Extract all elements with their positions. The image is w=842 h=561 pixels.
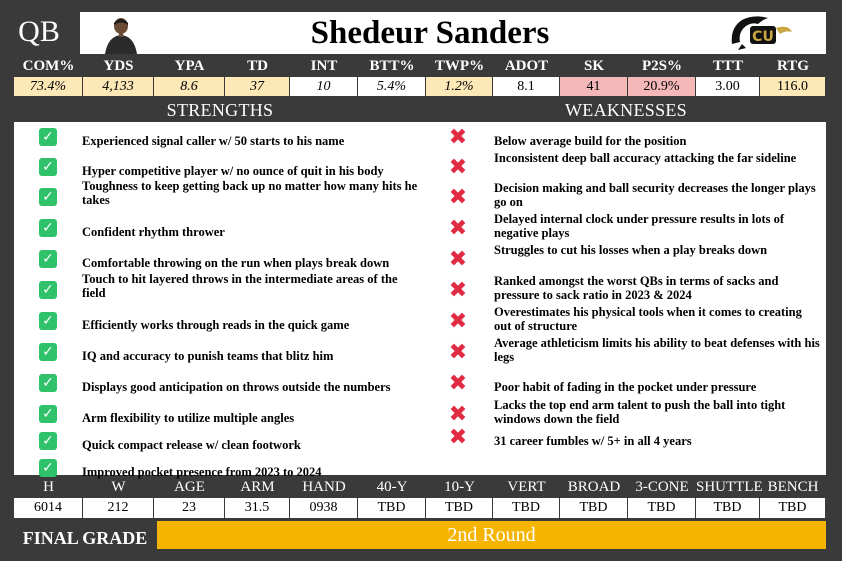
measurement-value: TBD [560, 498, 627, 518]
weakness-item: 31 career fumbles w/ 5+ in all 4 years [494, 434, 692, 448]
check-icon: ✓ [39, 250, 57, 268]
strength-item: Comfortable throwing on the run when plays break down [82, 256, 390, 270]
stat-label: ADOT [504, 58, 549, 74]
weakness-item: Decision making and ball security decreases the longer plays go on [494, 181, 816, 209]
cross-icon: ✖ [448, 371, 468, 396]
check-icon: ✓ [39, 432, 57, 450]
measurement-value: TBD [358, 498, 425, 518]
stat-value: 8.1 [493, 77, 559, 96]
colorado-buffaloes-logo-icon [728, 14, 794, 52]
weaknesses-header: WEAKNESSES [564, 100, 687, 120]
strength-item: Hyper competitive player w/ no ounce of quit in his body [82, 164, 384, 178]
measurement-label: 3-CONE [635, 479, 689, 495]
measurement-label: VERT [507, 479, 546, 495]
strength-item: Arm flexibility to utilize multiple angles [82, 411, 295, 425]
weakness-item: Below average build for the position [494, 134, 687, 148]
check-icon: ✓ [39, 405, 57, 423]
cross-icon: ✖ [448, 185, 468, 210]
measurement-label: 10-Y [444, 479, 475, 495]
measurement-value: TBD [696, 498, 759, 518]
measurement-label: ARM [240, 479, 275, 495]
stat-value: 8.6 [154, 77, 224, 96]
strength-item: Toughness to keep getting back up no matter how many hits he takes [82, 179, 418, 207]
measurement-label: AGE [174, 479, 205, 495]
check-icon: ✓ [39, 158, 57, 176]
stat-value: 3.00 [696, 77, 759, 96]
check-icon: ✓ [39, 281, 57, 299]
stat-value: 116.0 [760, 77, 825, 96]
strength-item: Confident rhythm thrower [82, 225, 225, 239]
stat-label: YDS [103, 58, 134, 74]
measurement-label: 40-Y [376, 479, 408, 495]
stat-value: 4,133 [83, 77, 153, 96]
stat-label: INT [310, 58, 338, 74]
stat-label: TD [247, 58, 268, 74]
svg-text:CU: CU [752, 29, 774, 45]
weakness-item: Poor habit of fading in the pocket under pressure [494, 380, 757, 394]
strength-item: Displays good anticipation on throws outside the numbers [82, 380, 391, 394]
cross-icon: ✖ [448, 278, 468, 303]
weakness-item: Inconsistent deep ball accuracy attacking the far sideline [494, 151, 797, 165]
stat-value: 41 [560, 77, 627, 96]
measurement-value: TBD [493, 498, 559, 518]
weakness-item: Delayed internal clock under pressure results in lots of negative plays [494, 212, 785, 240]
strength-item: Touch to hit layered throws in the intermediate areas of the field [82, 272, 398, 300]
weakness-item: Ranked amongst the worst QBs in terms of sacks and pressure to sack ratio in 2023 & 2024 [494, 274, 779, 302]
measurement-value: TBD [760, 498, 825, 518]
measurement-value: 212 [83, 498, 153, 518]
measurement-value: 31.5 [225, 498, 289, 518]
check-icon: ✓ [39, 312, 57, 330]
weakness-item: Lacks the top end arm talent to push the ball into tight windows down the field [494, 398, 786, 426]
cross-icon: ✖ [448, 309, 468, 334]
strength-item: IQ and accuracy to punish teams that blitz him [82, 349, 334, 363]
stat-value: 5.4% [358, 77, 425, 96]
stat-value: 73.4% [14, 77, 82, 96]
final-grade-value: 2nd Round [157, 521, 826, 549]
weakness-item: Overestimates his physical tools when it comes to creating out of structure [494, 305, 802, 333]
stat-value: 37 [225, 77, 289, 96]
strength-item: Improved pocket presence from 2023 to 2024 [82, 465, 322, 479]
strength-item: Efficiently works through reads in the quick game [82, 318, 350, 332]
stat-label: SK [583, 58, 604, 74]
stat-label: TTT [712, 58, 743, 74]
measurement-label: HAND [302, 479, 346, 495]
check-icon: ✓ [39, 459, 57, 477]
cross-icon: ✖ [448, 216, 468, 241]
check-icon: ✓ [39, 374, 57, 392]
strength-item: Experienced signal caller w/ 50 starts to his name [82, 134, 345, 148]
cross-icon: ✖ [448, 155, 468, 180]
check-icon: ✓ [39, 219, 57, 237]
player-photo-icon [100, 14, 142, 54]
measurement-label: H [43, 479, 54, 495]
position-label: QB [18, 15, 60, 48]
stat-label: TWP% [434, 58, 485, 74]
cross-icon: ✖ [448, 125, 468, 150]
cross-icon: ✖ [448, 247, 468, 272]
strengths-header: STRENGTHS [166, 100, 274, 120]
measurement-value: 23 [154, 498, 224, 518]
cross-icon: ✖ [448, 402, 468, 427]
measurement-label: SHUTTLE [696, 479, 763, 495]
stat-label: BTT% [369, 58, 415, 74]
stat-label: RTG [777, 58, 809, 74]
measurement-value: TBD [426, 498, 492, 518]
measurement-label: W [111, 479, 126, 495]
stat-label: YPA [174, 58, 205, 74]
measurement-value: 6014 [14, 498, 82, 518]
stat-value: 20.9% [628, 77, 695, 96]
stat-value: 10 [290, 77, 357, 96]
stat-value: 1.2% [426, 77, 492, 96]
weakness-item: Average athleticism limits his ability to beat defenses with his legs [494, 336, 820, 364]
cross-icon: ✖ [448, 425, 468, 450]
weakness-item: Struggles to cut his losses when a play breaks down [494, 243, 768, 257]
check-icon: ✓ [39, 128, 57, 146]
strength-item: Quick compact release w/ clean footwork [82, 438, 301, 452]
measurement-value: TBD [628, 498, 695, 518]
measurement-label: BENCH [767, 479, 819, 495]
player-name: Shedeur Sanders [310, 15, 550, 51]
final-grade-label: FINAL GRADE [22, 528, 148, 548]
check-icon: ✓ [39, 188, 57, 206]
check-icon: ✓ [39, 343, 57, 361]
cross-icon: ✖ [448, 340, 468, 365]
measurement-label: BROAD [567, 479, 621, 495]
measurement-value: 0938 [290, 498, 357, 518]
stat-label: P2S% [641, 58, 682, 74]
stat-label: COM% [22, 58, 75, 74]
